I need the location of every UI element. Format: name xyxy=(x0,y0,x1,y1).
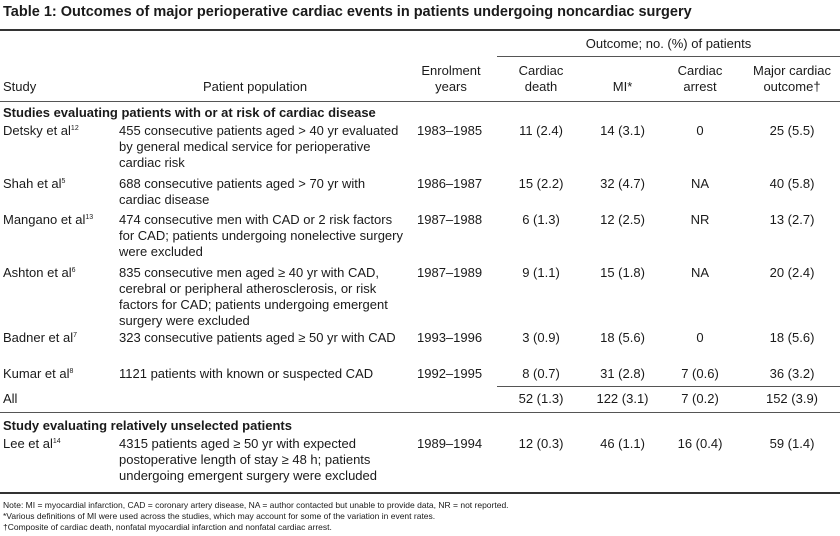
section-heading: Study evaluating relatively unselected patients xyxy=(3,418,292,433)
table-row-study: Ashton et $al^6$ xyxy=(3,265,76,280)
table-row-mi: 32 (4.7) xyxy=(600,176,645,191)
total-row-death: 52 (1.3) xyxy=(518,391,564,406)
header-rule xyxy=(0,101,840,102)
table-row-major: 36 (3.2) xyxy=(769,366,815,381)
table-row-mi: 46 (1.1) xyxy=(600,436,645,451)
table-row-mi: 18 (5.6) xyxy=(600,330,645,345)
col-header-mi: MI* xyxy=(612,79,633,94)
col-header-cardiac-death: Cardiac death xyxy=(518,63,564,94)
footnote-composite: †Composite of cardiac death, nonfatal myocardial infarction and nonfatal cardiac arrest. xyxy=(3,522,332,532)
table-row-major: 13 (2.7) xyxy=(769,212,815,227)
table-row-years: 1989–1994 xyxy=(417,436,483,451)
table-row-death: 11 (2.4) xyxy=(519,123,563,138)
table-row-study: Badner et $al^7$ xyxy=(3,330,78,345)
total-row-mi: 122 (3.1) xyxy=(596,391,649,406)
table-row-death: 8 (0.7) xyxy=(522,366,560,381)
table-row-arrest: NR xyxy=(690,212,710,227)
total-row-label: All xyxy=(3,391,18,406)
table-row-study: Mangano et $al^{13}$ xyxy=(3,212,94,227)
table-row-mi: 14 (3.1) xyxy=(600,123,645,138)
table-row-arrest: 7 (0.6) xyxy=(681,366,719,381)
table-row-death: 3 (0.9) xyxy=(522,330,560,345)
table-row-major: 20 (2.4) xyxy=(769,265,815,280)
table-row-major: 25 (5.5) xyxy=(769,123,815,138)
col-header-study: Study xyxy=(3,79,37,94)
total-row-major: 152 (3.9) xyxy=(765,391,819,406)
table-row-arrest: 16 (0.4) xyxy=(677,436,723,451)
col-header-enrolment: Enrolment years xyxy=(421,63,481,94)
table-row-population: 474 consecutive men with CAD or 2 risk factors for CAD; patients undergoing nonelective surgery were excluded xyxy=(119,212,403,259)
table-row-years: 1993–1996 xyxy=(417,330,483,345)
table-row-study: Detsky et $al^{12}$ xyxy=(3,123,79,138)
table-row-study: Kumar et $al^8$ xyxy=(3,366,74,381)
section-rule xyxy=(0,412,840,413)
table-row-mi: 31 (2.8) xyxy=(600,366,645,381)
table-row-arrest: NA xyxy=(690,265,710,280)
bottom-rule xyxy=(0,492,840,494)
table-row-population: 455 consecutive patients aged > 40 yr evaluated by general medical service for perioperative cardiac risk xyxy=(119,123,399,170)
table-row-major: 40 (5.8) xyxy=(769,176,815,191)
table-row-arrest: 0 xyxy=(696,123,704,138)
table-row-death: 15 (2.2) xyxy=(518,176,564,191)
top-rule xyxy=(0,29,840,31)
table-row-population: 835 consecutive men aged ≥ 40 yr with CAD, cerebral or peripheral atherosclerosis, or risk factors for CAD; patients undergoing emergent surgery were excluded xyxy=(119,265,388,328)
table-row-mi: 15 (1.8) xyxy=(600,265,645,280)
total-row-arrest: 7 (0.2) xyxy=(681,391,719,406)
footnote-abbreviations: Note: MI = myocardial infarction, CAD = coronary artery disease, NA = author contacted but unable to provide data, NR = not reported. xyxy=(3,500,509,510)
table-row-death: 12 (0.3) xyxy=(518,436,564,451)
table-row-years: 1983–1985 xyxy=(417,123,483,138)
table-title: Table 1: Outcomes of major perioperative cardiac events in patients undergoing noncardiac surgery xyxy=(3,4,692,20)
table-row-population: 1121 patients with known or suspected CAD xyxy=(119,366,374,381)
table-row-major: 59 (1.4) xyxy=(769,436,815,451)
table-row-years: 1986–1987 xyxy=(417,176,483,191)
total-rule xyxy=(497,386,840,387)
col-header-major-outcome: Major cardiac outcome† xyxy=(752,63,832,94)
table-row-years: 1987–1989 xyxy=(417,265,483,280)
table-row-study: Shah et $al^5$ xyxy=(3,176,66,191)
table-row-population: 688 consecutive patients aged > 70 yr with cardiac disease xyxy=(119,176,366,207)
table-row-population: 4315 patients aged ≥ 50 yr with expected postoperative length of stay ≥ 48 h; patients undergoing emergent surgery were excluded xyxy=(119,436,377,483)
section-heading: Studies evaluating patients with or at risk of cardiac disease xyxy=(3,105,376,120)
table-row-death: 9 (1.1) xyxy=(522,265,560,280)
table-row-arrest: NA xyxy=(690,176,710,191)
table-row-years: 1987–1988 xyxy=(417,212,483,227)
table-row-arrest: 0 xyxy=(696,330,704,345)
table-row-study: Lee et $al^{14}$ xyxy=(3,436,61,451)
col-header-population: Patient population xyxy=(203,79,308,94)
table-row-population: 323 consecutive patients aged ≥ 50 yr with CAD xyxy=(119,330,396,345)
outcome-group-rule xyxy=(497,56,840,57)
table-row-mi: 12 (2.5) xyxy=(600,212,645,227)
outcome-group-header: Outcome; no. (%) of patients xyxy=(585,36,752,51)
col-header-cardiac-arrest: Cardiac arrest xyxy=(677,63,723,94)
table-row-major: 18 (5.6) xyxy=(769,330,815,345)
footnote-mi: *Various definitions of MI were used across the studies, which may account for some of the variation in event rates. xyxy=(3,511,436,521)
table-row-years: 1992–1995 xyxy=(417,366,483,381)
table-row-death: 6 (1.3) xyxy=(522,212,560,227)
